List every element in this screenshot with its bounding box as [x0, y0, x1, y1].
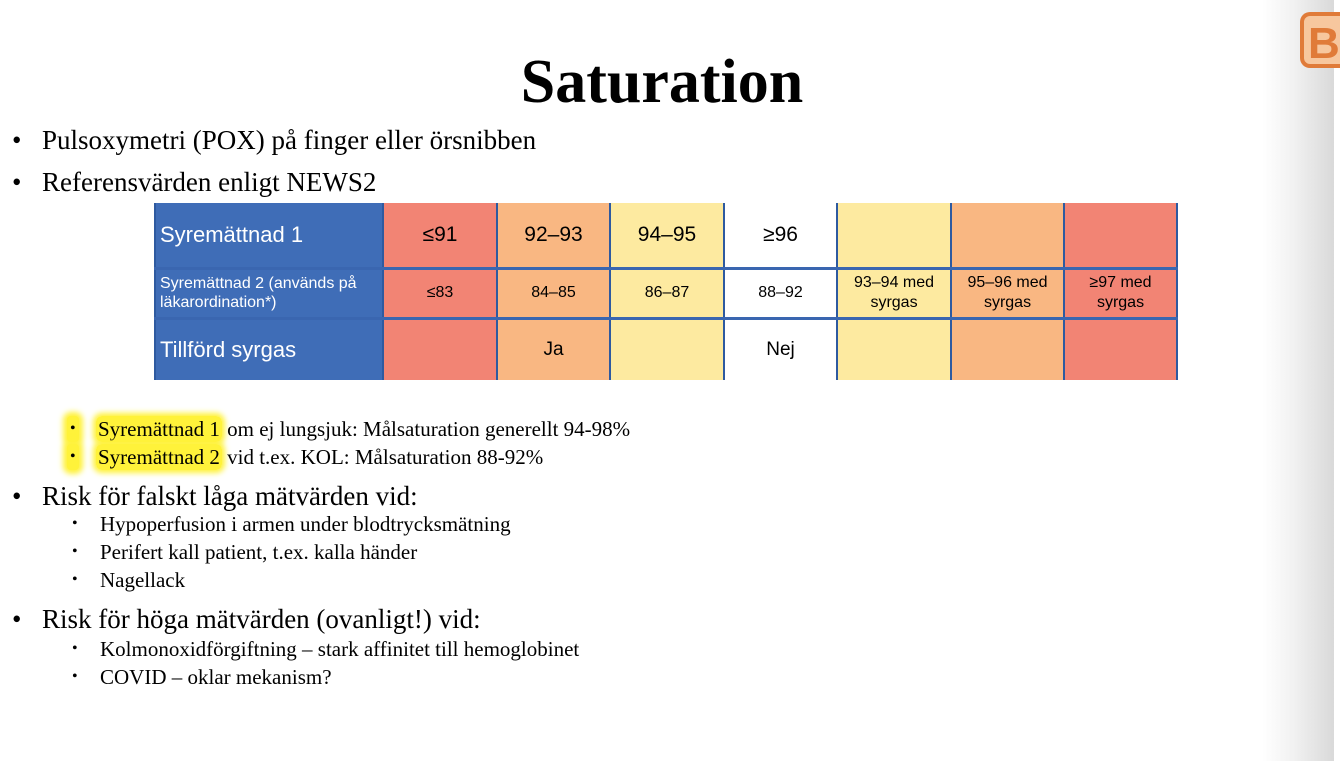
slide-title: Saturation — [520, 48, 804, 116]
bullet-text: Pulsoxymetri (POX) på finger eller örsnibben — [42, 125, 537, 155]
bullet-text: Referensvärden enligt NEWS2 — [42, 167, 377, 197]
list-item-text: Perifert kall patient, t.ex. kalla händer — [100, 540, 418, 564]
table-cell — [951, 318, 1064, 380]
table-cell — [951, 203, 1064, 268]
list-item-text: Hypoperfusion i armen under blodtrycksmätning — [100, 512, 511, 536]
list-item-text: Nagellack — [100, 568, 186, 592]
list-item-text: COVID – oklar mekanism? — [100, 665, 332, 689]
table-cell: 88–92 — [724, 268, 837, 318]
table-cell: 86–87 — [610, 268, 724, 318]
bullet-dot: • — [72, 571, 78, 588]
app-badge-icon[interactable]: B — [1300, 12, 1340, 68]
table-cell — [1064, 318, 1177, 380]
news2-table — [154, 203, 1178, 380]
table-cell: Nej — [724, 318, 837, 380]
target-text: vid t.ex. KOL: Målsaturation 88-92% — [221, 445, 544, 469]
row-header: Tillförd syrgas — [155, 318, 383, 380]
table-cell: ≥97 med syrgas — [1064, 268, 1177, 318]
bullet-dot: • — [12, 481, 22, 511]
bullet-dot: • — [12, 125, 22, 155]
table-cell: 92–93 — [497, 203, 610, 268]
list-item-text: Kolmonoxidförgiftning – stark affinitet till hemoglobinet — [100, 637, 580, 661]
table-row-syremattnad-2 — [155, 268, 1177, 318]
row-header: Syremättnad 1 — [155, 203, 383, 268]
bullet-text: Risk för falskt låga mätvärden vid: — [42, 481, 418, 511]
table-cell: ≤91 — [383, 203, 497, 268]
bullet-dot: • — [72, 640, 78, 657]
table-cell — [610, 318, 724, 380]
table-cell — [1064, 203, 1177, 268]
target-text: om ej lungsjuk: Målsaturation generellt 94-98% — [221, 417, 631, 441]
highlighted-term: Syremättnad 1 — [98, 417, 220, 441]
bullet-dot: • — [72, 668, 78, 685]
table-cell: ≤83 — [383, 268, 497, 318]
table-cell: 95–96 med syrgas — [951, 268, 1064, 318]
table-cell — [837, 203, 951, 268]
row-header: Syremättnad 2 (används på läkarordination*) — [155, 268, 383, 318]
table-cell: ≥96 — [724, 203, 837, 268]
bullet-dot: • — [12, 167, 22, 197]
bullet-dot: • — [72, 543, 78, 560]
table-cell: 84–85 — [497, 268, 610, 318]
table-row-tillford-syrgas — [155, 318, 1177, 380]
bullet-dot: • — [12, 604, 22, 634]
table-cell: Ja — [497, 318, 610, 380]
table-cell — [383, 318, 497, 380]
table-cell: 93–94 med syrgas — [837, 268, 951, 318]
table-row-syremattnad-1 — [155, 203, 1177, 268]
bullet-text: Risk för höga mätvärden (ovanligt!) vid: — [42, 604, 481, 634]
table-cell: 94–95 — [610, 203, 724, 268]
table-cell — [837, 318, 951, 380]
bullet-dot: • — [67, 444, 79, 470]
highlighted-term: Syremättnad 2 — [98, 445, 220, 469]
bullet-dot: • — [72, 515, 78, 532]
bullet-dot: • — [67, 416, 79, 442]
